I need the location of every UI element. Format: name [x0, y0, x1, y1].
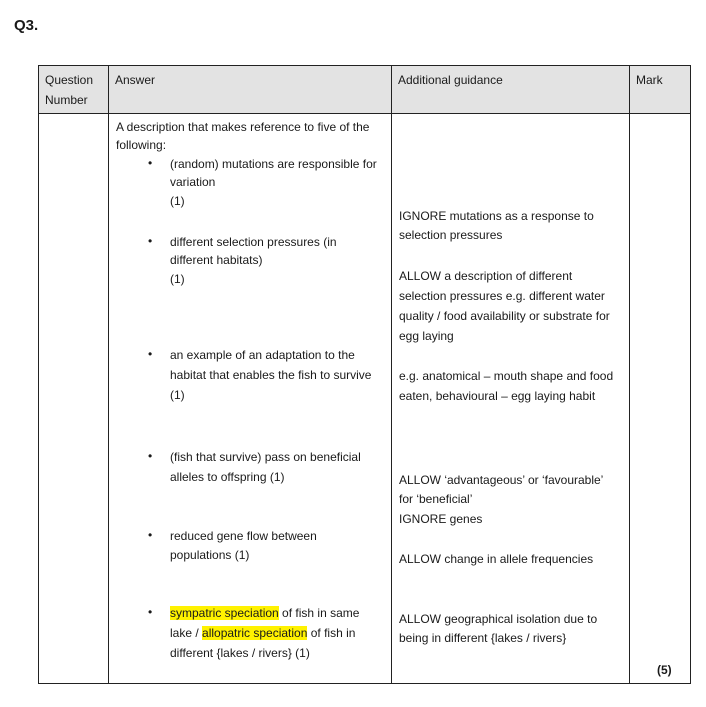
- answer-point-line: an example of an adaptation to the: [170, 348, 355, 362]
- answer-point-line: [170, 604, 359, 623]
- answer-row: [39, 114, 691, 684]
- answer-intro-line: A description that makes reference to five of the: [116, 120, 370, 134]
- answer-point-line: different selection pressures (in: [170, 235, 337, 249]
- answer-point-line: variation: [170, 175, 216, 189]
- mark-cell: [630, 114, 691, 684]
- answer-point-line: different {lakes / rivers} (1): [170, 646, 310, 660]
- answer-intro-line: following:: [116, 138, 167, 152]
- highlight-sympatric: sympatric speciation: [170, 606, 279, 620]
- answer-text: lake /: [170, 626, 203, 640]
- guidance-line: IGNORE genes: [399, 512, 483, 526]
- question-number-cell: [39, 114, 109, 684]
- answer-point-line: (1): [170, 388, 185, 402]
- guidance-line: e.g. anatomical – mouth shape and food: [399, 369, 614, 383]
- answer-point-line: reduced gene flow between: [170, 529, 317, 543]
- answer-point-line: populations (1): [170, 548, 250, 562]
- guidance-cell: [392, 114, 630, 684]
- bullet-icon: •: [148, 449, 153, 463]
- bullet-icon: •: [148, 234, 153, 248]
- answer-point-line: alleles to offspring (1): [170, 470, 285, 484]
- answer-point-line: (1): [170, 194, 185, 208]
- bullet-icon: •: [148, 347, 153, 361]
- guidance-line: being in different {lakes / rivers}: [399, 631, 567, 645]
- highlight-allopatric: allopatric speciation: [202, 626, 308, 640]
- header-answer: Answer: [109, 66, 392, 114]
- answer-point-line: (fish that survive) pass on beneficial: [170, 450, 361, 464]
- guidance-line: ALLOW geographical isolation due to: [399, 612, 598, 626]
- guidance-line: egg laying: [399, 329, 454, 343]
- answer-text: of fish in: [307, 626, 356, 640]
- header-mark: Mark: [630, 66, 691, 114]
- answer-point-line: [170, 624, 355, 643]
- guidance-line: IGNORE mutations as a response to: [399, 209, 594, 223]
- guidance-line: ALLOW ‘advantageous’ or ‘favourable’: [399, 473, 604, 487]
- answer-point-line: habitat that enables the fish to survive: [170, 368, 372, 382]
- bullet-icon: •: [148, 528, 153, 542]
- guidance-line: for ‘beneficial’: [399, 492, 473, 506]
- guidance-line: selection pressures: [399, 228, 503, 242]
- question-title: Q3.: [14, 17, 39, 34]
- answer-cell: [109, 114, 392, 684]
- header-question-number: Question Number: [39, 66, 109, 114]
- guidance-line: ALLOW change in allele frequencies: [399, 552, 594, 566]
- answer-point-line: (random) mutations are responsible for: [170, 157, 377, 171]
- bullet-icon: •: [148, 605, 153, 619]
- mark-scheme-table: [38, 65, 691, 684]
- mark-total: (5): [657, 663, 672, 677]
- guidance-line: eaten, behavioural – egg laying habit: [399, 389, 596, 403]
- header-row: [39, 66, 691, 114]
- bullet-icon: •: [148, 156, 153, 170]
- answer-text: of fish in same: [278, 606, 360, 620]
- answer-point-line: (1): [170, 272, 185, 286]
- guidance-line: quality / food availability or substrate for: [399, 309, 610, 323]
- answer-point-line: different habitats): [170, 253, 263, 267]
- guidance-line: selection pressures e.g. different water: [399, 289, 605, 303]
- guidance-line: ALLOW a description of different: [399, 269, 573, 283]
- header-additional-guidance: Additional guidance: [392, 66, 630, 114]
